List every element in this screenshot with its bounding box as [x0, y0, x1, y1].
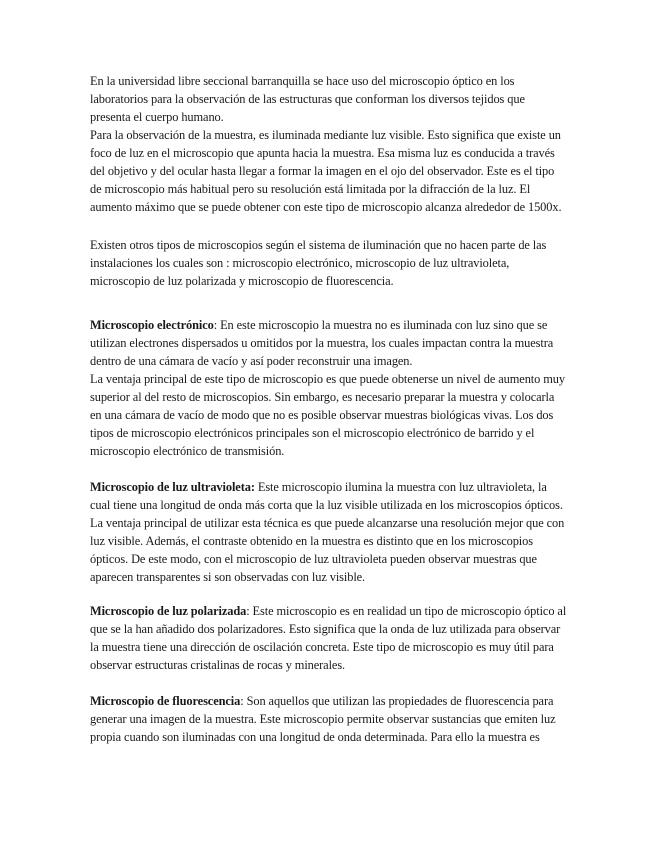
paragraph-ultraviolet-microscope	[90, 478, 568, 586]
paragraph-text: La ventaja principal de este tipo de microscopio es que puede obtenerse un nivel de aumento muy superior al del resto de microscopios. Sin embargo, es necesario preparar la muestra y colocarla en una cámara de vacío de modo que no es posible observar muestras biológicas vivas. Los dos tipos de microscopio electrónicos principales son el microscopio electrónico de barrido y el microscopio electrónico de transmisión.	[90, 372, 565, 458]
paragraph-electron-advantages	[90, 370, 568, 460]
section-heading-fluorescence: Microscopio de fluorescencia	[90, 694, 241, 708]
paragraph-optical-microscope	[90, 126, 568, 216]
section-heading-electron: Microscopio electrónico	[90, 318, 214, 332]
paragraph-text: Este microscopio ilumina la muestra con luz ultravioleta, la cual tiene una longitud de onda más corta que la luz visible utilizada en los microscopios ópticos. La ventaja principal de utilizar esta técnica es que puede alcanzarse una resolución mejor que con luz visible. Además, el contraste obtenido en la muestra es distinto que en los microscopios ópticos. De este modo, con el microscopio de luz ultravioleta pueden observar muestras que aparecen transparentes si son observadas con luz visible.	[90, 480, 565, 584]
paragraph-intro	[90, 72, 568, 126]
paragraph-polarized-microscope	[90, 602, 568, 674]
paragraph-text: : Este microscopio es en realidad un tipo de microscopio óptico al que se la han añadido dos polarizadores. Esto significa que la onda de luz utilizada para observar la muestra tiene una dirección de oscilación concreta. Este tipo de microscopio es muy útil para observar estructuras cristalinas de rocas y minerales.	[90, 604, 567, 672]
paragraph-text: : En este microscopio la muestra no es iluminada con luz sino que se utilizan electrones dispersados u omitidos por la muestra, los cuales impactan contra la muestra dentro de una cámara de vacío y así poder reconstruir una imagen.	[90, 318, 554, 368]
paragraph-text: En la universidad libre seccional barranquilla se hace uso del microscopio óptico en los laboratorios para la observación de las estructuras que conforman los diversos tejidos que presenta el cuerpo humano.	[90, 74, 525, 124]
paragraph-text: Para la observación de la muestra, es iluminada mediante luz visible. Esto significa que existe un foco de luz en el microscopio que apunta hacia la muestra. Esa misma luz es conducida a través del objetivo y del ocular hasta llegar a formar la imagen en el ojo del observador. Este es el tipo de microscopio más habitual pero su resolución está limitada por la difracción de la luz. El aumento máximo que se puede obtener con este tipo de microscopio alcanza alrededor de 1500x.	[90, 128, 562, 214]
paragraph-text: Existen otros tipos de microscopios según el sistema de iluminación que no hacen parte de las instalaciones los cuales son : microscopio electrónico, microscopio de luz ultravioleta, microscopio de luz polarizada y microscopio de fluorescencia.	[90, 238, 547, 288]
paragraph-electron-microscope	[90, 316, 568, 370]
paragraph-text: : Son aquellos que utilizan las propiedades de fluorescencia para generar una imagen de la muestra. Este microscopio permite observar sustancias que emiten luz propia cuando son iluminadas con una longitud de onda determinada. Para ello la muestra es	[90, 694, 556, 744]
section-heading-polarized: Microscopio de luz polarizada	[90, 604, 247, 618]
section-heading-ultraviolet: Microscopio de luz ultravioleta:	[90, 480, 255, 494]
paragraph-fluorescence-microscope	[90, 692, 568, 746]
paragraph-other-types	[90, 236, 568, 290]
